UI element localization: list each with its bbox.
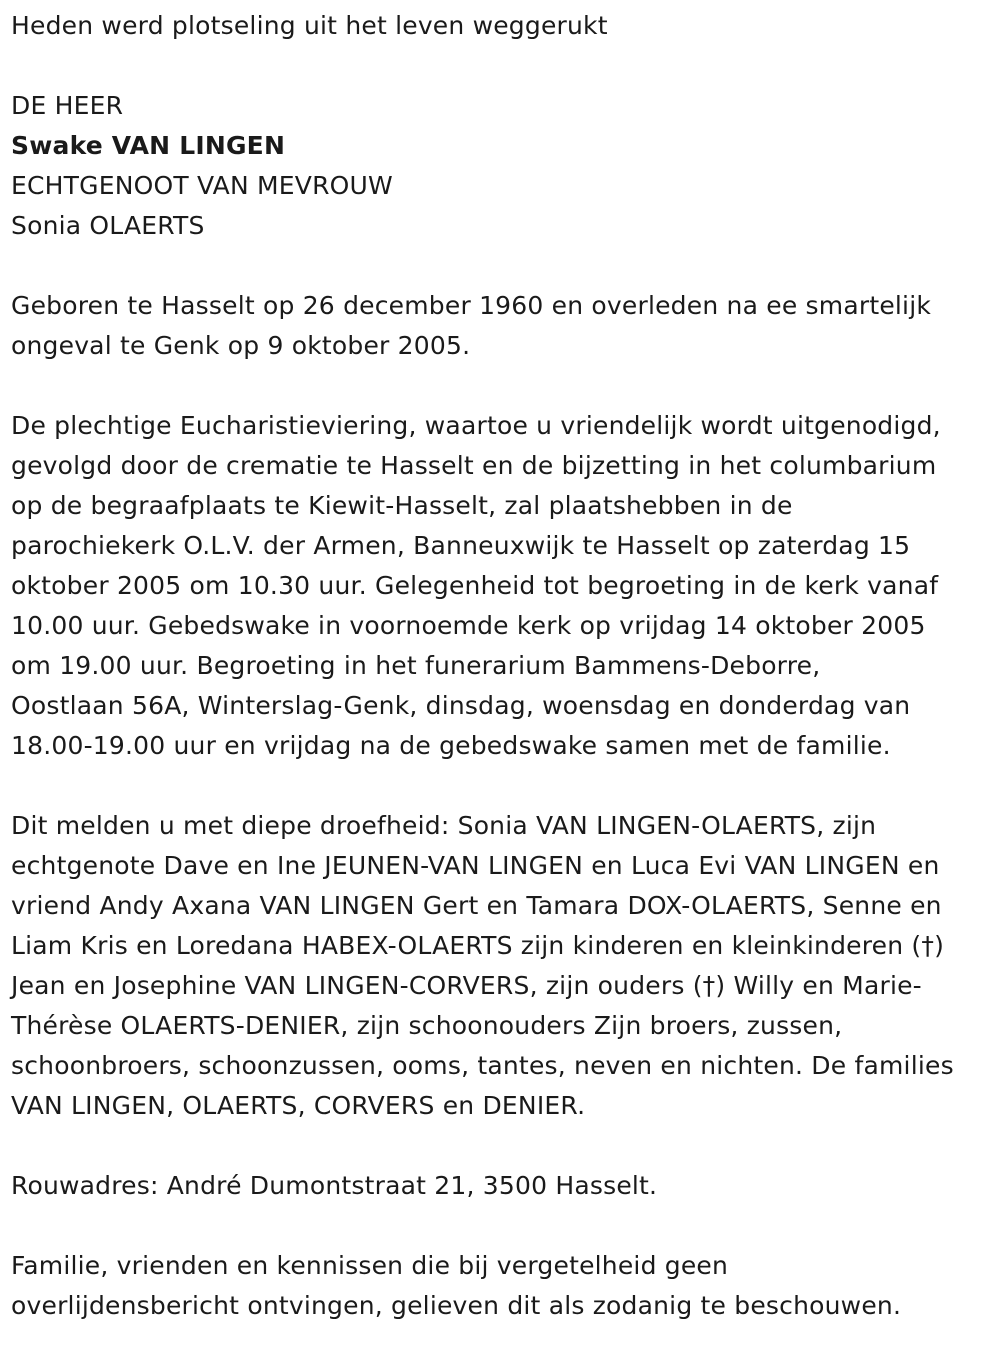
family-paragraph xyxy=(11,806,991,1126)
birth-death-paragraph xyxy=(11,286,991,366)
paragraph-line: Familie, vrienden en kennissen die bij vergetelheid geen xyxy=(11,1251,729,1280)
paragraph-line: Oostlaan 56A, Winterslag-Genk, dinsdag, woensdag en donderdag van xyxy=(11,691,911,720)
paragraph-line: Thérèse OLAERTS-DENIER, zijn schoonouders Zijn broers, zussen, xyxy=(11,1011,843,1040)
paragraph-line: vriend Andy Axana VAN LINGEN Gert en Tamara DOX-OLAERTS, Senne en xyxy=(11,891,942,920)
paragraph-line: parochiekerk O.L.V. der Armen, Banneuxwijk te Hasselt op zaterdag 15 xyxy=(11,531,911,560)
ceremony-paragraph xyxy=(11,406,991,766)
closing-paragraph xyxy=(11,1246,991,1326)
spacer xyxy=(11,766,991,806)
spacer xyxy=(11,1206,991,1246)
paragraph-line: ongeval te Genk op 9 oktober 2005. xyxy=(11,331,471,360)
intro-line: Heden werd plotseling uit het leven weggerukt xyxy=(11,11,608,40)
paragraph-line: om 19.00 uur. Begroeting in het funerarium Bammens-Deborre, xyxy=(11,651,821,680)
paragraph-line: De plechtige Eucharistieviering, waartoe u vriendelijk wordt uitgenodigd, xyxy=(11,411,941,440)
paragraph-line: oktober 2005 om 10.30 uur. Gelegenheid tot begroeting in de kerk vanaf xyxy=(11,571,939,600)
paragraph-line: Liam Kris en Loredana HABEX-OLAERTS zijn kinderen en kleinkinderen (†) xyxy=(11,931,945,960)
deceased-name: Swake VAN LINGEN xyxy=(11,131,286,160)
paragraph-line: Jean en Josephine VAN LINGEN-CORVERS, zijn ouders (†) Willy en Marie- xyxy=(11,971,922,1000)
paragraph-line: 10.00 uur. Gebedswake in voornoemde kerk op vrijdag 14 oktober 2005 xyxy=(11,611,926,640)
obituary-document xyxy=(11,0,991,1326)
spouse-label: ECHTGENOOT VAN MEVROUW xyxy=(11,171,393,200)
spacer xyxy=(11,366,991,406)
spacer xyxy=(11,46,991,86)
spouse-name: Sonia OLAERTS xyxy=(11,211,205,240)
spacer xyxy=(11,1126,991,1166)
mourning-address: Rouwadres: André Dumontstraat 21, 3500 Hasselt. xyxy=(11,1171,658,1200)
paragraph-line: op de begraafplaats te Kiewit-Hasselt, zal plaatshebben in de xyxy=(11,491,793,520)
paragraph-line: VAN LINGEN, OLAERTS, CORVERS en DENIER. xyxy=(11,1091,586,1120)
paragraph-line: gevolgd door de crematie te Hasselt en de bijzetting in het columbarium xyxy=(11,451,937,480)
paragraph-line: 18.00-19.00 uur en vrijdag na de gebedswake samen met de familie. xyxy=(11,731,891,760)
paragraph-line: schoonbroers, schoonzussen, ooms, tantes, neven en nichten. De families xyxy=(11,1051,954,1080)
paragraph-line: Geboren te Hasselt op 26 december 1960 en overleden na ee smartelijk xyxy=(11,291,932,320)
paragraph-line: Dit melden u met diepe droefheid: Sonia VAN LINGEN-OLAERTS, zijn xyxy=(11,811,877,840)
paragraph-line: echtgenote Dave en Ine JEUNEN-VAN LINGEN en Luca Evi VAN LINGEN en xyxy=(11,851,940,880)
title-prefix: DE HEER xyxy=(11,91,124,120)
spacer xyxy=(11,246,991,286)
paragraph-line: overlijdensbericht ontvingen, gelieven dit als zodanig te beschouwen. xyxy=(11,1291,902,1320)
